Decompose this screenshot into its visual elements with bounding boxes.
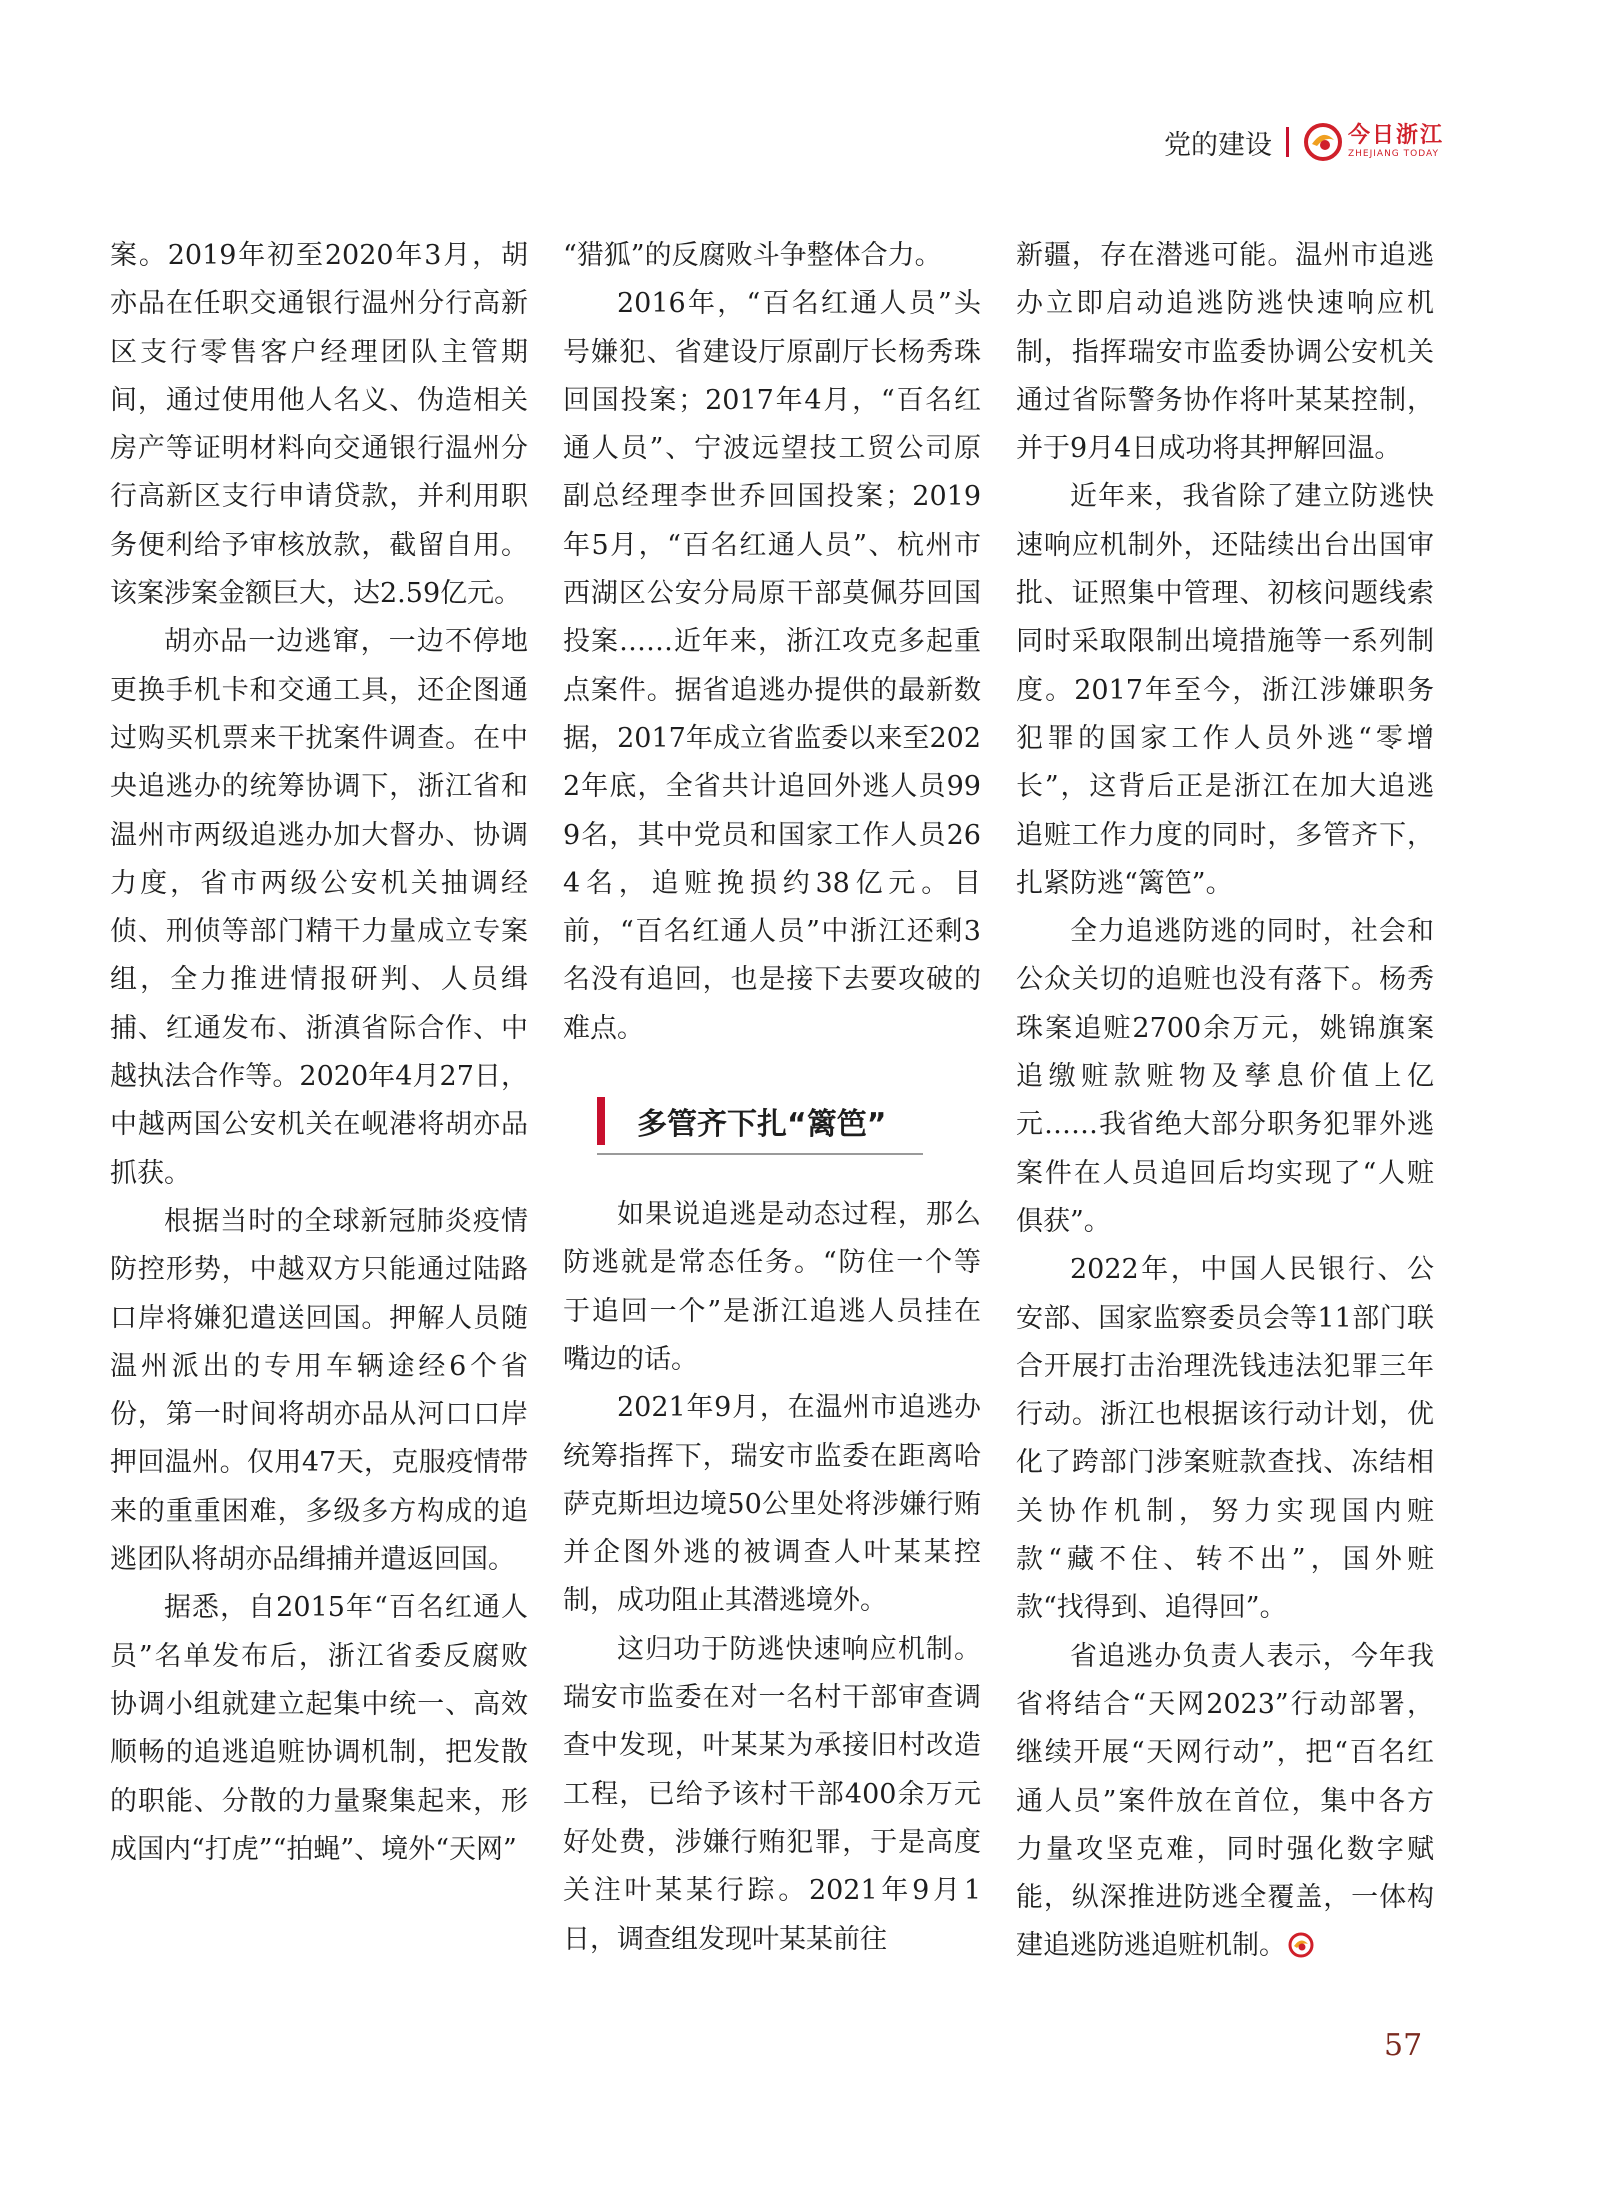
paragraph: 如果说追逃是动态过程，那么防逃就是常态任务。“防住一个等于追回一个”是浙江追逃人员挂在嘴边的话。 [563, 1199, 981, 1375]
paragraph: “猎狐”的反腐败斗争整体合力。 [563, 240, 942, 271]
paragraph: 这归功于防逃快速响应机制。瑞安市监委在对一名村干部审查调查中发现，叶某某为承接旧村改造工程，已给予该村干部400余万元好处费，涉嫌行贿犯罪，于是高度关注叶某某行踪。2021年9月1日，调查组发现叶某某前往 [563, 1633, 981, 1955]
article-end-logo-icon [1288, 1932, 1314, 1958]
paragraph: 2022年，中国人民银行、公安部、国家监察委员会等11部门联合开展打击治理洗钱违法犯罪三年行动。浙江也根据该行动计划，优化了跨部门涉案赃款查找、冻结相关协作机制，努力实现国内赃款“藏不住、转不出”，国外赃款“找得到、追得回”。 [1016, 1254, 1434, 1624]
page-number: 57 [1384, 2028, 1423, 2063]
paragraph: 近年来，我省除了建立防逃快速响应机制外，还陆续出台出国审批、证照集中管理、初核问题线索同时采取限制出境措施等一系列制度。2017年至今，浙江涉嫌职务犯罪的国家工作人员外逃“零增长”，这背后正是浙江在加大追逃追赃工作力度的同时，多管齐下，扎紧防逃“篱笆”。 [1016, 481, 1434, 899]
header-divider [1286, 127, 1289, 157]
paragraph: 新疆，存在潜逃可能。温州市追逃办立即启动追逃防逃快速响应机制，指挥瑞安市监委协调公安机关通过省际警务协作将叶某某控制，并于9月4日成功将其押解回温。 [1016, 240, 1434, 465]
subheading-text: 多管齐下扎“篱笆” [637, 1107, 887, 1143]
section-subheading [597, 1089, 923, 1155]
paragraph: 据悉，自2015年“百名红通人员”名单发布后，浙江省委反腐败协调小组就建立起集中统一、高效顺畅的追逃追赃协调机制，把发散的职能、分散的力量聚集起来，形成国内“打虎”“拍蝇”、境外“天网” [110, 1592, 528, 1865]
page-header [1164, 118, 1444, 166]
text-column-2 [563, 232, 981, 1964]
logo-swirl-icon [1303, 122, 1343, 162]
paragraph: 2021年9月，在温州市追逃办统筹指挥下，瑞安市监委在距离哈萨克斯坦边境50公里处将涉嫌行贿并企图外逃的被调查人叶某某控制，成功阻止其潜逃境外。 [563, 1392, 981, 1617]
paragraph: 全力追逃防逃的同时，社会和公众关切的追赃也没有落下。杨秀珠案追赃2700余万元，姚锦旗案追缴赃款赃物及孳息价值上亿元……我省绝大部分职务犯罪外逃案件在人员追回后均实现了“人赃俱获”。 [1016, 916, 1434, 1237]
text-column-3 [1016, 232, 1434, 1971]
paragraph: 胡亦品一边逃窜，一边不停地更换手机卡和交通工具，还企图通过购买机票来干扰案件调查。在中央追逃办的统筹协调下，浙江省和温州市两级追逃办加大督办、协调力度，省市两级公安机关抽调经侦、刑侦等部门精干力量成立专案组，全力推进情报研判、人员缉捕、红通发布、浙滇省际合作、中越执法合作等。2020年4月27日，中越两国公安机关在岘港将胡亦品抓获。 [110, 626, 528, 1189]
logo-english-text: ZHEJIANG TODAY [1347, 149, 1439, 159]
magazine-logo [1303, 122, 1444, 162]
section-name: 党的建设 [1163, 129, 1272, 161]
paragraph: 案。2019年初至2020年3月，胡亦品在任职交通银行温州分行高新区支行零售客户经理团队主管期间，通过使用他人名义、伪造相关房产等证明材料向交通银行温州分行高新区支行申请贷款，并利用职务便利给予审核放款，截留自用。该案涉案金额巨大，达2.59亿元。 [110, 240, 528, 610]
paragraph: 2016年，“百名红通人员”头号嫌犯、省建设厅原副厅长杨秀珠回国投案；2017年4月，“百名红通人员”、宁波远望技工贸公司原副总经理李世乔回国投案；2019年5月，“百名红通人员”、杭州市西湖区公安分局原干部莫佩芬回国投案……近年来，浙江攻克多起重点案件。据省追逃办提供的最新数据，2017年成立省监委以来至2022年底，全省共计追回外逃人员999名，其中党员和国家工作人员264名，追赃挽损约38亿元。目前，“百名红通人员”中浙江还剩3名没有追回，也是接下去要攻破的难点。 [563, 288, 981, 1044]
paragraph-final [1016, 1633, 1434, 1971]
paragraph-final-text: 省追逃办负责人表示，今年我省将结合“天网2023”行动部署，继续开展“天网行动”，把“百名红通人员”案件放在首位，集中各方力量攻坚克难，同时强化数字赋能，纵深推进防逃全覆盖，一体构建追逃防逃追赃机制。 [1016, 1640, 1434, 1962]
text-column-1 [110, 232, 528, 1874]
subheading-accent-bar [597, 1097, 605, 1145]
logo-chinese-text: 今日浙江 [1347, 123, 1444, 148]
paragraph: 根据当时的全球新冠肺炎疫情防控形势，中越双方只能通过陆路口岸将嫌犯遣送回国。押解人员随温州派出的专用车辆途经6个省份，第一时间将胡亦品从河口口岸押回温州。仅用47天，克服疫情带来的重重困难，多级多方构成的追逃团队将胡亦品缉捕并遣返回国。 [110, 1205, 528, 1576]
